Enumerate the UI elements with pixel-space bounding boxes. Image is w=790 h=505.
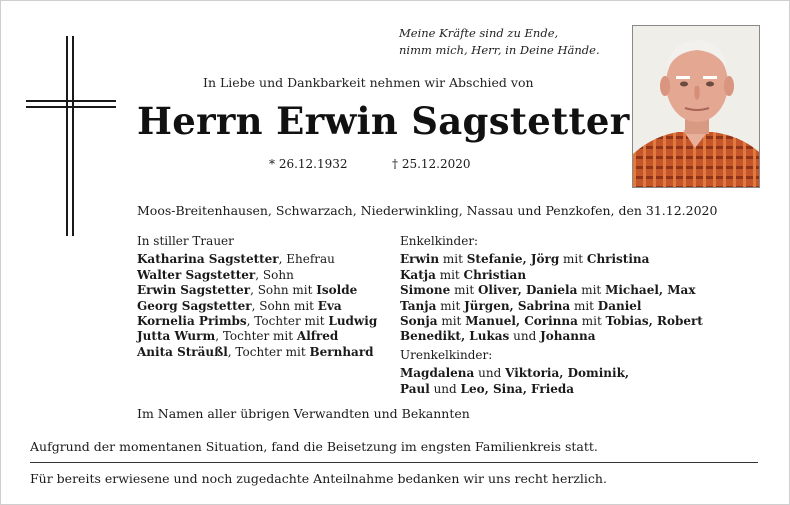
list-item-text: Magdalena	[400, 366, 475, 381]
list-item	[400, 299, 703, 314]
place-and-date: Moos-Breitenhausen, Schwarzach, Niederwinkling, Nassau und Penzkofen, den 31.12.2020	[137, 203, 718, 218]
list-item-text: Tobias, Robert	[605, 314, 703, 329]
motto-line-2: nimm mich, Herr, in Deine Hände.	[399, 43, 600, 57]
mourners-list	[137, 234, 377, 360]
list-item-text: Jürgen, Sabrina	[464, 298, 571, 313]
grandchildren-entries	[400, 252, 703, 344]
list-item-text: , Sohn	[255, 267, 294, 282]
list-item	[137, 268, 377, 283]
list-item	[400, 252, 703, 267]
intro-text: In Liebe und Dankbarkeit nehmen wir Abschied von	[203, 75, 534, 90]
list-item-text: Ludwig	[328, 314, 378, 329]
funeral-note: Aufgrund der momentanen Situation, fand die Beisetzung im engsten Familienkreis statt.	[30, 439, 598, 454]
grandchildren-heading: Enkelkinder:	[400, 234, 479, 248]
list-item-text: , Tochter mit	[215, 329, 297, 344]
list-item-text: Manuel, Corinna	[465, 314, 578, 329]
deceased-name: Herrn Erwin Sagstetter	[137, 99, 630, 143]
great-grandchildren-entries	[400, 366, 703, 397]
grandchildren-list	[400, 234, 703, 397]
list-item	[137, 283, 377, 298]
list-item	[137, 314, 377, 329]
list-item-text: Oliver, Daniela	[477, 283, 578, 298]
others-line: Im Namen aller übrigen Verwandten und Bekannten	[137, 406, 470, 421]
divider-line	[30, 462, 758, 463]
list-item-text: Michael, Max	[605, 283, 696, 298]
list-item-text: mit	[436, 298, 465, 313]
birth-date: * 26.12.1932	[269, 157, 348, 171]
list-item-text: Johanna	[540, 329, 596, 344]
list-item-text: und	[429, 381, 461, 396]
mourners-heading: In stiller Trauer	[137, 234, 234, 248]
list-item-text: Erwin Sagstetter	[137, 283, 251, 298]
portrait-photo	[632, 25, 760, 188]
list-item-text: Georg Sagstetter	[137, 298, 252, 313]
motto-verse	[399, 25, 600, 59]
death-date: † 25.12.2020	[392, 157, 471, 171]
list-item-text: mit	[577, 314, 606, 329]
list-item-text: Jutta Wurm	[137, 329, 216, 344]
list-item-text: Isolde	[316, 283, 358, 298]
list-item-text: Eva	[317, 298, 342, 313]
list-item	[137, 329, 377, 344]
list-item-text: Tanja	[400, 298, 437, 313]
list-item-text: Alfred	[296, 329, 339, 344]
list-item	[400, 382, 703, 397]
list-item	[137, 345, 377, 360]
list-item-text: Simone	[400, 283, 451, 298]
list-item	[137, 252, 377, 267]
list-item-text: mit	[439, 252, 467, 267]
list-item-text: mit	[437, 314, 466, 329]
list-item-text: , Sohn mit	[251, 298, 318, 313]
cross-icon	[26, 36, 116, 236]
list-item-text: Walter Sagstetter	[137, 267, 256, 282]
list-item	[137, 299, 377, 314]
list-item	[400, 366, 703, 381]
list-item-text: Christina	[586, 252, 650, 267]
thanks-line: Für bereits erwiesene und noch zugedachte Anteilnahme bedanken wir uns recht herzlich.	[30, 471, 607, 486]
great-grandchildren-heading: Urenkelkinder:	[400, 347, 493, 362]
list-item-text: , Tochter mit	[246, 314, 329, 329]
list-item-text: Katharina Sagstetter	[137, 252, 279, 267]
list-item-text: , Ehefrau	[278, 252, 335, 267]
list-item-text: mit	[559, 252, 587, 267]
list-item-text: Anita Sträußl	[137, 344, 228, 359]
list-item-text: Viktoria, Dominik,	[505, 366, 630, 381]
list-item-text: mit	[577, 283, 606, 298]
list-item-text: Katja	[400, 267, 436, 282]
list-item-text: Bernhard	[309, 344, 374, 359]
list-item-text: und	[509, 329, 541, 344]
list-item-text: Daniel	[597, 298, 642, 313]
motto-line-1: Meine Kräfte sind zu Ende,	[399, 26, 559, 40]
list-item-text: , Sohn mit	[250, 283, 317, 298]
list-item	[400, 329, 703, 344]
list-item-text: , Tochter mit	[227, 344, 310, 359]
list-item-text: Christian	[463, 267, 527, 282]
list-item	[400, 314, 703, 329]
list-item	[400, 283, 703, 298]
list-item-text: Sonja	[400, 314, 438, 329]
list-item-text: Leo, Sina, Frieda	[460, 381, 575, 396]
list-item-text: und	[474, 366, 506, 381]
list-item-text: mit	[570, 298, 598, 313]
list-item-text: Benedikt, Lukas	[400, 329, 510, 344]
list-item-text: mit	[450, 283, 478, 298]
list-item-text: Paul	[400, 381, 430, 396]
mourners-entries	[137, 252, 377, 360]
list-item-text: mit	[435, 267, 464, 282]
list-item-text: Stefanie, Jörg	[466, 252, 560, 267]
list-item-text: Erwin	[400, 252, 440, 267]
list-item-text: Kornelia Primbs	[137, 314, 247, 329]
list-item	[400, 268, 703, 283]
